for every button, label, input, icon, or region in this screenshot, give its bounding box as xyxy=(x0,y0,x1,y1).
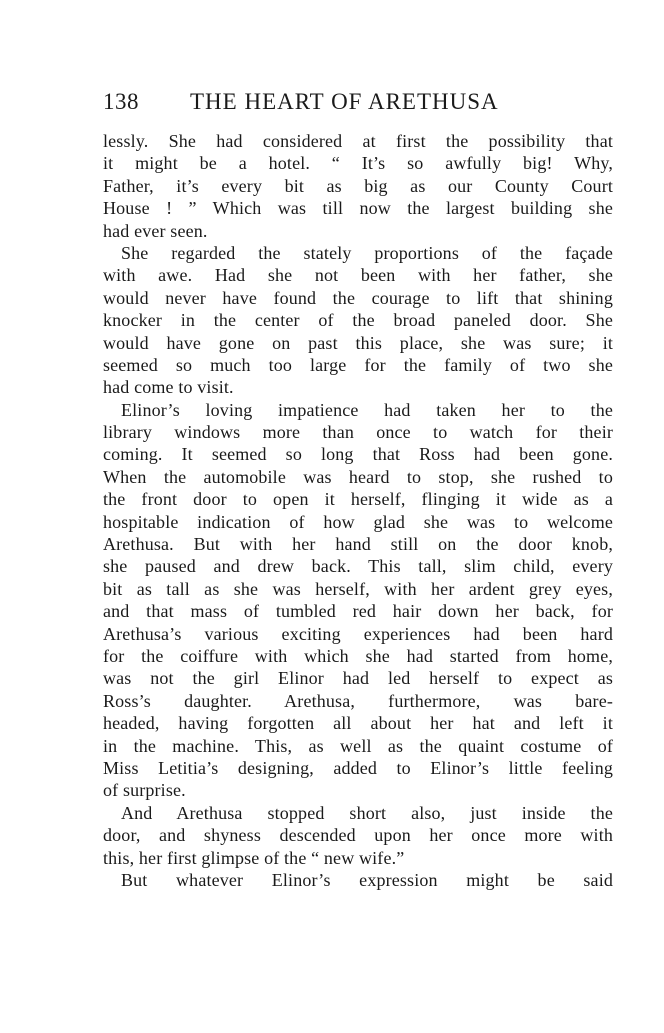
running-head xyxy=(103,86,613,118)
text-line: House ! ” Which was till now the largest building she xyxy=(103,198,613,219)
text-line: She regarded the stately proportions of the façade xyxy=(121,242,613,263)
text-line: she paused and drew back. This tall, slim child, every xyxy=(103,556,613,577)
text-line: door, and shyness descended upon her once more with xyxy=(103,825,613,846)
text-line: would have gone on past this place, she was sure; it xyxy=(103,332,613,353)
text-line: would never have found the courage to lift that shining xyxy=(103,287,613,308)
text-line: And Arethusa stopped short also, just inside the xyxy=(121,802,613,823)
text-line: Ross’s daughter. Arethusa, furthermore, was bare- xyxy=(103,690,613,711)
text-line: hospitable indication of how glad she was to welcome xyxy=(103,511,613,532)
text-line: Arethusa’s various exciting experiences had been hard xyxy=(103,623,613,644)
text-line: of surprise. xyxy=(103,780,186,801)
text-line: had come to visit. xyxy=(103,377,234,398)
text-line: was not the girl Elinor had led herself to expect as xyxy=(103,668,613,689)
text-line: library windows more than once to watch for their xyxy=(103,422,613,443)
body-text xyxy=(103,130,613,891)
text-line: coming. It seemed so long that Ross had been gone. xyxy=(103,444,613,465)
text-line: But whatever Elinor’s expression might be said xyxy=(121,869,613,890)
text-line: in the machine. This, as well as the quaint costume of xyxy=(103,735,613,756)
page-number: 138 xyxy=(103,89,139,114)
text-line: with awe. Had she not been with her father, she xyxy=(103,265,613,286)
text-line: for the coiffure with which she had started from home, xyxy=(103,645,613,666)
text-line: it might be a hotel. “ It’s so awfully big! Why, xyxy=(103,153,613,174)
text-line: Arethusa. But with her hand still on the door knob, xyxy=(103,534,613,555)
text-line: lessly. She had considered at first the possibility that xyxy=(103,131,613,151)
text-line: had ever seen. xyxy=(103,220,208,241)
text-line: Miss Letitia’s designing, added to Elinor’s little feeling xyxy=(103,757,613,778)
text-line: When the automobile was heard to stop, she rushed to xyxy=(103,466,613,487)
text-line: Elinor’s loving impatience had taken her to the xyxy=(121,399,613,420)
text-line: seemed so much too large for the family of two she xyxy=(103,354,613,375)
text-line: and that mass of tumbled red hair down her back, for xyxy=(103,601,613,622)
text-line: headed, having forgotten all about her hat and left it xyxy=(103,713,613,734)
text-line: knocker in the center of the broad paneled door. She xyxy=(103,310,613,331)
text-line: bit as tall as she was herself, with her ardent grey eyes, xyxy=(103,578,613,599)
text-line: the front door to open it herself, flinging it wide as a xyxy=(103,489,613,510)
text-line: this, her first glimpse of the “ new wife.” xyxy=(103,847,405,868)
text-line: Father, it’s every bit as big as our County Court xyxy=(103,175,613,196)
book-title: THE HEART OF ARETHUSA xyxy=(190,89,499,114)
